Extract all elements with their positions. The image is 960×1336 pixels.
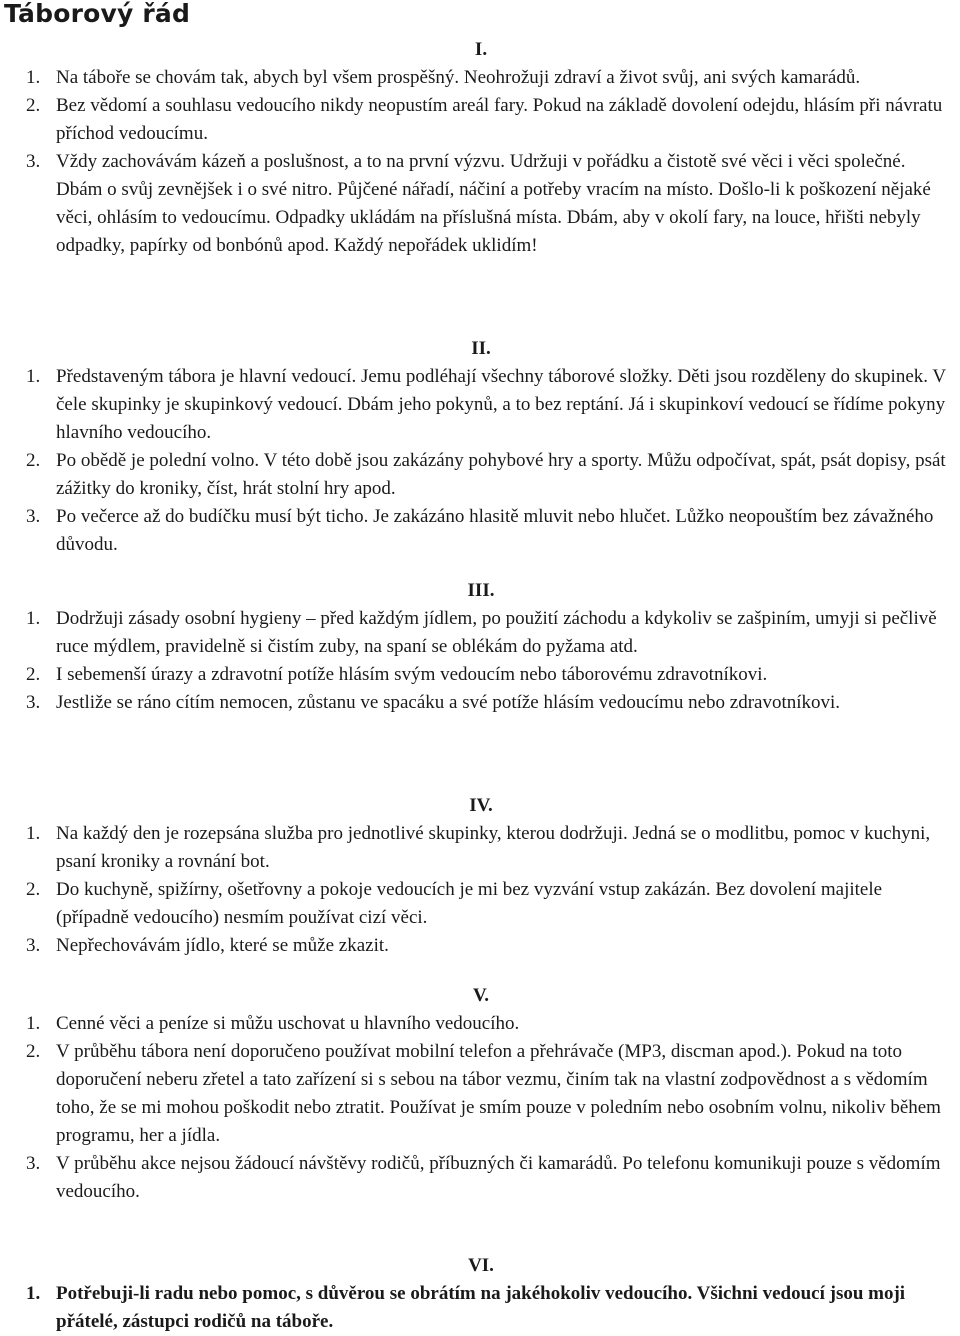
rule-list <box>0 64 960 260</box>
rule-number: 1. <box>26 1013 41 1034</box>
rule-list <box>0 605 960 717</box>
rule-item <box>0 1038 960 1150</box>
rule-number: 1. <box>26 67 41 88</box>
rule-list <box>0 1280 960 1336</box>
rule-text: Představeným tábora je hlavní vedoucí. Jemu podléhají všechny táborové složky. Děti jsou rozděleny do skupinek. V čele skupinky je skupinkový vedoucí. Dbám jeho pokynů, a to bez reptání. Já i skupinkoví vedoucí se řídíme pokyny hlavního vedoucího. <box>56 366 946 443</box>
rule-list <box>0 820 960 960</box>
rule-item <box>0 363 960 447</box>
rule-text: Potřebuji-li radu nebo pomoc, s důvěrou se obrátím na jakéhokoliv vedoucího. Všichni vedoucí jsou moji přátelé, zástupci rodičů na táboře. <box>56 1283 906 1332</box>
rule-item <box>0 1010 960 1038</box>
rule-item <box>0 876 960 932</box>
rule-text: Na táboře se chovám tak, abych byl všem prospěšný. Neohrožuji zdraví a život svůj, ani svých kamarádů. <box>56 67 861 88</box>
rule-text: Do kuchyně, spižírny, ošetřovny a pokoje vedoucích je mi bez vyzvání vstup zakázán. Bez dovolení majitele (případně vedoucího) nesmím používat cizí věci. <box>56 879 883 928</box>
section-4 <box>0 792 960 960</box>
rule-number: 3. <box>26 1153 41 1174</box>
rule-number: 2. <box>26 664 41 685</box>
rule-number: 1. <box>26 366 41 387</box>
rule-text: Na každý den je rozepsána služba pro jednotlivé skupinky, kterou dodržuji. Jedná se o modlitbu, pomoc v kuchyni, psaní kroniky a rovnání bot. <box>56 823 931 872</box>
section-1 <box>0 36 960 260</box>
rule-number: 3. <box>26 151 41 172</box>
rule-number: 3. <box>26 506 41 527</box>
rule-item <box>0 64 960 92</box>
section-heading: III. <box>467 580 495 601</box>
section-6 <box>0 1252 960 1336</box>
rule-text: I sebemenší úrazy a zdravotní potíže hlásím svým vedoucím nebo táborovému zdravotníkovi. <box>56 664 768 685</box>
section-heading: II. <box>471 338 491 359</box>
rule-text: Cenné věci a peníze si můžu uschovat u hlavního vedoucího. <box>56 1013 520 1034</box>
page-title: Táborový řád <box>4 0 191 28</box>
rule-item <box>0 1280 960 1336</box>
section-5 <box>0 982 960 1206</box>
rule-item <box>0 605 960 661</box>
rule-text: Jestliže se ráno cítím nemocen, zůstanu ve spacáku a své potíže hlásím vedoucímu nebo zdravotníkovi. <box>56 692 841 713</box>
rule-number: 1. <box>26 608 41 629</box>
rule-item <box>0 503 960 559</box>
rule-item <box>0 148 960 260</box>
rule-list <box>0 363 960 559</box>
rule-number: 2. <box>26 879 41 900</box>
rule-item <box>0 92 960 148</box>
rule-item <box>0 447 960 503</box>
section-heading: I. <box>474 39 488 60</box>
section-heading: VI. <box>468 1255 494 1276</box>
rule-item <box>0 820 960 876</box>
section-heading: V. <box>472 985 490 1006</box>
rule-item <box>0 1150 960 1206</box>
section-3 <box>0 577 960 717</box>
rule-item <box>0 932 960 960</box>
rule-number: 3. <box>26 692 41 713</box>
rule-number: 2. <box>26 95 41 116</box>
rule-text: Bez vědomí a souhlasu vedoucího nikdy neopustím areál fary. Pokud na základě dovolení odejdu, hlásím při návratu příchod vedoucímu. <box>56 95 943 144</box>
rule-number: 2. <box>26 450 41 471</box>
rule-item <box>0 689 960 717</box>
rule-item <box>0 661 960 689</box>
section-2 <box>0 335 960 559</box>
rule-text: Vždy zachovávám kázeň a poslušnost, a to na první výzvu. Udržuji v pořádku a čistotě své věci i věci společné. Dbám o svůj zevnějšek i o své nitro. Půjčené nářadí, náčiní a potřeby vracím na místo. Došlo-li k poškození nějaké věci, ohlásím to vedoucímu. Odpadky ukládám na příslušná místa. Dbám, aby v okolí fary, na louce, hřišti nebyly odpadky, papírky od bonbónů apod. Každý nepořádek uklidím! <box>56 151 931 256</box>
rule-number: 3. <box>26 935 41 956</box>
rule-text: V průběhu akce nejsou žádoucí návštěvy rodičů, příbuzných či kamarádů. Po telefonu komunikuji pouze s vědomím vedoucího. <box>56 1153 941 1202</box>
rule-text: Dodržuji zásady osobní hygieny – před každým jídlem, po použití záchodu a kdykoliv se zašpiním, umyji si pečlivě ruce mýdlem, pravidelně si čistím zuby, na spaní se oblékám do pyžama atd. <box>56 608 937 657</box>
rule-text: Po večerce až do budíčku musí být ticho. Je zakázáno hlasitě mluvit nebo hlučet. Lůžko neopouštím bez závažného důvodu. <box>56 506 934 555</box>
section-heading: IV. <box>469 795 493 816</box>
rule-number: 1. <box>26 823 41 844</box>
rule-number: 2. <box>26 1041 41 1062</box>
rule-list <box>0 1010 960 1206</box>
rule-text: Nepřechovávám jídlo, které se může zkazit. <box>56 935 389 956</box>
rule-text: V průběhu tábora není doporučeno používat mobilní telefon a přehrávače (MP3, discman apod.). Pokud na toto doporučení neberu zřetel a tato zařízení si s sebou na tábor vezmu, činím tak na vlastní zodpovědnost a s vědomím toho, že se mi mohou poškodit nebo ztratit. Používat je smím pouze v poledním nebo osobním volnu, nikoliv během programu, her a jídla. <box>56 1041 941 1146</box>
rule-text: Po obědě je polední volno. V této době jsou zakázány pohybové hry a sporty. Můžu odpočívat, spát, psát dopisy, psát zážitky do kroniky, číst, hrát stolní hry apod. <box>56 450 946 499</box>
rule-number: 1. <box>26 1283 41 1304</box>
